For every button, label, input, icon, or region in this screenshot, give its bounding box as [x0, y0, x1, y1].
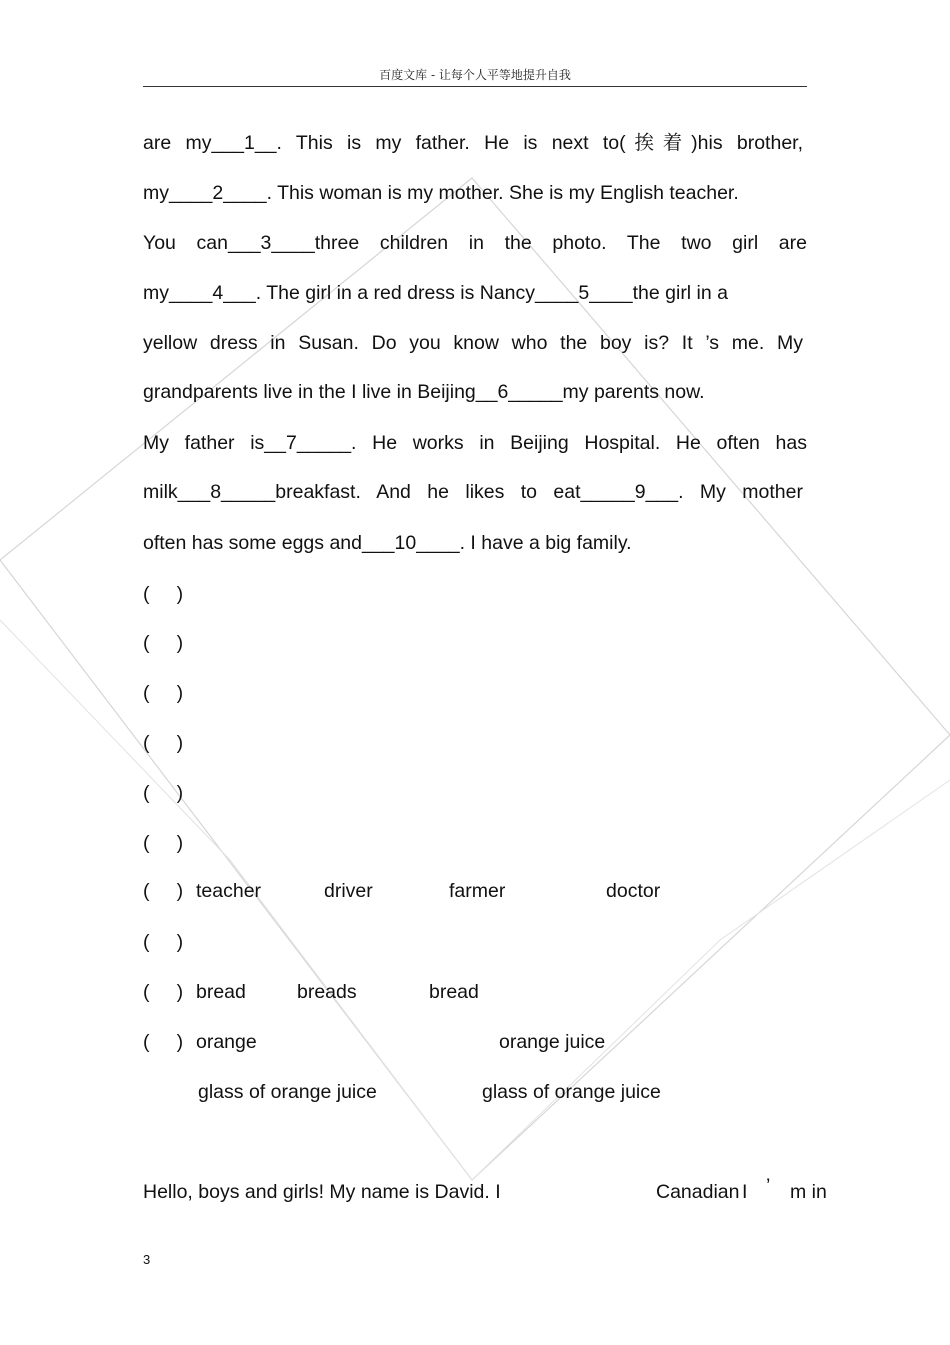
- passage-line-8: milk___8_____breakfast. And he likes to eat_____9___. My mother: [143, 481, 803, 503]
- passage-line-9: often has some eggs and___10____. I have a big family.: [143, 532, 632, 554]
- passage-line-5: yellow dress in Susan. Do you know who the boy is? It ’s me. My: [143, 332, 803, 354]
- question-4-answer-slot[interactable]: ( ): [143, 732, 184, 754]
- question-10-option: glass of orange juice: [482, 1081, 661, 1103]
- question-10-answer-slot[interactable]: ( ): [143, 1031, 184, 1053]
- question-9-answer-slot[interactable]: ( ): [143, 981, 184, 1003]
- next-passage-overlap-word: Canadian: [656, 1181, 740, 1203]
- next-passage-end: m in: [790, 1181, 827, 1203]
- page-header: 百度文库 - 让每个人平等地提升自我: [379, 68, 571, 82]
- question-7-option: teacher: [196, 880, 262, 902]
- passage-line-3: You can___3____three children in the photo. The two girl are: [143, 232, 807, 254]
- question-2-answer-slot[interactable]: ( ): [143, 632, 184, 654]
- question-1-answer-slot[interactable]: ( ): [143, 583, 184, 605]
- question-6-answer-slot[interactable]: ( ): [143, 832, 184, 854]
- passage-line-4: my____4___. The girl in a red dress is Nancy____5____the girl in a: [143, 282, 728, 304]
- question-9-option: breads: [297, 981, 357, 1003]
- question-10-option: orange juice: [499, 1031, 606, 1053]
- question-9-option: bread: [196, 981, 246, 1003]
- page-number: 3: [143, 1252, 151, 1267]
- question-5-answer-slot[interactable]: ( ): [143, 782, 184, 804]
- question-10-option: orange: [196, 1031, 257, 1053]
- next-passage-apostrophe: ’: [766, 1175, 771, 1197]
- next-passage-overlap-pronoun: I: [742, 1181, 748, 1203]
- question-8-answer-slot[interactable]: ( ): [143, 931, 184, 953]
- question-3-answer-slot[interactable]: ( ): [143, 682, 184, 704]
- passage-line-6: grandparents live in the I live in Beijing__6_____my parents now.: [143, 381, 705, 403]
- passage-line-7: My father is__7_____. He works in Beijing Hospital. He often has: [143, 432, 807, 454]
- question-7-answer-slot[interactable]: ( ): [143, 880, 184, 902]
- question-9-option: bread: [429, 981, 479, 1003]
- question-7-option: driver: [324, 880, 373, 902]
- passage-line-1: are my___1__. This is my father. He is next to(挨着)his brother,: [143, 132, 803, 154]
- passage-line-2: my____2____. This woman is my mother. She is my English teacher.: [143, 182, 739, 204]
- question-10-option: glass of orange juice: [198, 1081, 377, 1103]
- next-passage-start: Hello, boys and girls! My name is David. I: [143, 1181, 501, 1203]
- header-divider: [143, 86, 807, 87]
- question-7-option: doctor: [606, 880, 661, 902]
- question-7-option: farmer: [449, 880, 506, 902]
